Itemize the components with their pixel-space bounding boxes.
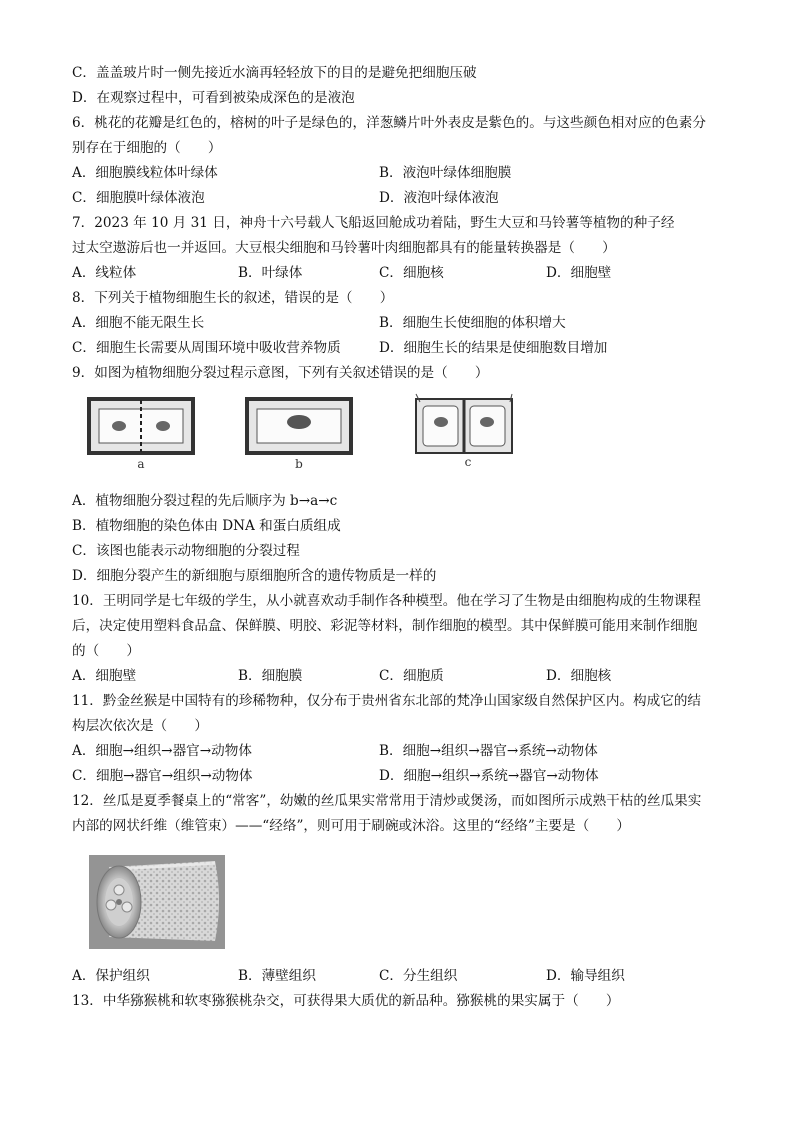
q11-option-a: A．细胞→组织→器官→动物体: [72, 743, 252, 759]
q6-stem-1: 6．桃花的花瓣是红色的，榕树的叶子是绿色的，洋葱鳞片叶外表皮是紫色的。与这些颜色相对应的色素分: [72, 115, 706, 131]
q8-option-d: D．细胞生长的结果是使细胞数目增加: [379, 340, 608, 356]
q8-stem: 8．下列关于植物细胞生长的叙述，错误的是（ ）: [72, 290, 394, 306]
q6-option-c: C．细胞膜叶绿体液泡: [72, 190, 205, 206]
q7-option-a: A．线粒体: [72, 265, 137, 281]
figure-label-c: c: [464, 455, 472, 469]
q9-option-d: D．细胞分裂产生的新细胞与原细胞所含的遗传物质是一样的: [72, 568, 437, 584]
line-d-prev: D．在观察过程中，可看到被染成深色的是液泡: [72, 90, 355, 106]
q12-option-a: A．保护组织: [72, 968, 150, 984]
q7-option-d: D．细胞壁: [546, 265, 612, 281]
q12-stem-2: 内部的网状纤维（维管束）——“经络”，则可用于刷碗或沐浴。这里的“经络”主要是（ ）: [72, 818, 630, 834]
q12-option-d: D．输导组织: [546, 968, 625, 984]
q8-option-b: B．细胞生长使细胞的体积增大: [379, 315, 566, 331]
q10-option-b: B．细胞膜: [238, 668, 303, 684]
q10-stem-2: 后，决定使用塑料食品盒、保鲜膜、明胶、彩泥等材料，制作细胞的模型。其中保鲜膜可能用来制作细胞: [72, 618, 698, 634]
q12-option-c: C．分生组织: [379, 968, 458, 984]
q11-stem-2: 构层次依次是（ ）: [72, 718, 208, 734]
q6-stem-2: 别存在于细胞的（ ）: [72, 140, 222, 156]
q10-stem-3: 的（ ）: [72, 643, 140, 659]
q8-option-a: A．细胞不能无限生长: [72, 315, 205, 331]
cell-c: [416, 394, 512, 453]
q12-stem-1: 12．丝瓜是夏季餐桌上的“常客”，幼嫩的丝瓜果实常常用于清炒或煲汤，而如图所示成熟干枯的丝瓜果实: [72, 793, 702, 809]
q12-option-b: B．薄壁组织: [238, 968, 316, 984]
q10-option-d: D．细胞核: [546, 668, 612, 684]
cell-a: [89, 399, 193, 453]
q10-option-a: A．细胞壁: [72, 668, 137, 684]
loofah-photo: [89, 855, 225, 949]
q7-stem-1: 7．2023 年 10 月 31 日，神舟十六号载人飞船返回舱成功着陆，野生大豆和马铃薯等植物的种子经: [72, 215, 675, 231]
q8-option-c: C．细胞生长需要从周围环境中吸收营养物质: [72, 340, 341, 356]
line-c-prev: C．盖盖玻片时一侧先接近水滴再轻轻放下的目的是避免把细胞压破: [72, 65, 477, 81]
q7-option-b: B．叶绿体: [238, 265, 303, 281]
cell-b: [247, 399, 351, 453]
q11-option-b: B．细胞→组织→器官→系统→动物体: [379, 743, 598, 759]
q6-option-d: D．液泡叶绿体液泡: [379, 190, 499, 206]
q9-option-c: C．该图也能表示动物细胞的分裂过程: [72, 543, 300, 559]
q11-option-d: D．细胞→组织→系统→器官→动物体: [379, 768, 599, 784]
q11-stem-1: 11．黔金丝猴是中国特有的珍稀物种，仅分布于贵州省东北部的梵净山国家级自然保护区内。构成它的结: [72, 693, 702, 709]
q9-stem: 9．如图为植物细胞分裂过程示意图，下列有关叙述错误的是（ ）: [72, 365, 489, 381]
q6-option-a: A．细胞膜线粒体叶绿体: [72, 165, 218, 181]
q9-option-b: B．植物细胞的染色体由 DNA 和蛋白质组成: [72, 518, 341, 534]
figure-label-a: a: [137, 457, 145, 471]
q7-stem-2: 过太空遨游后也一并返回。大豆根尖细胞和马铃薯叶肉细胞都具有的能量转换器是（ ）: [72, 240, 616, 256]
q10-stem-1: 10．王明同学是七年级的学生，从小就喜欢动手制作各种模型。他在学习了生物是由细胞构成的生物课程: [72, 593, 702, 609]
q11-option-c: C．细胞→器官→组织→动物体: [72, 768, 253, 784]
q9-option-a: A．植物细胞分裂过程的先后顺序为 b→a→c: [72, 493, 338, 509]
cell-division-figure: [80, 390, 540, 472]
figure-label-b: b: [295, 457, 303, 471]
q7-option-c: C．细胞核: [379, 265, 444, 281]
q10-option-c: C．细胞质: [379, 668, 444, 684]
q6-option-b: B．液泡叶绿体细胞膜: [379, 165, 512, 181]
q13-stem: 13．中华猕猴桃和软枣猕猴桃杂交，可获得果大质优的新品种。猕猴桃的果实属于（ ）: [72, 993, 620, 1009]
